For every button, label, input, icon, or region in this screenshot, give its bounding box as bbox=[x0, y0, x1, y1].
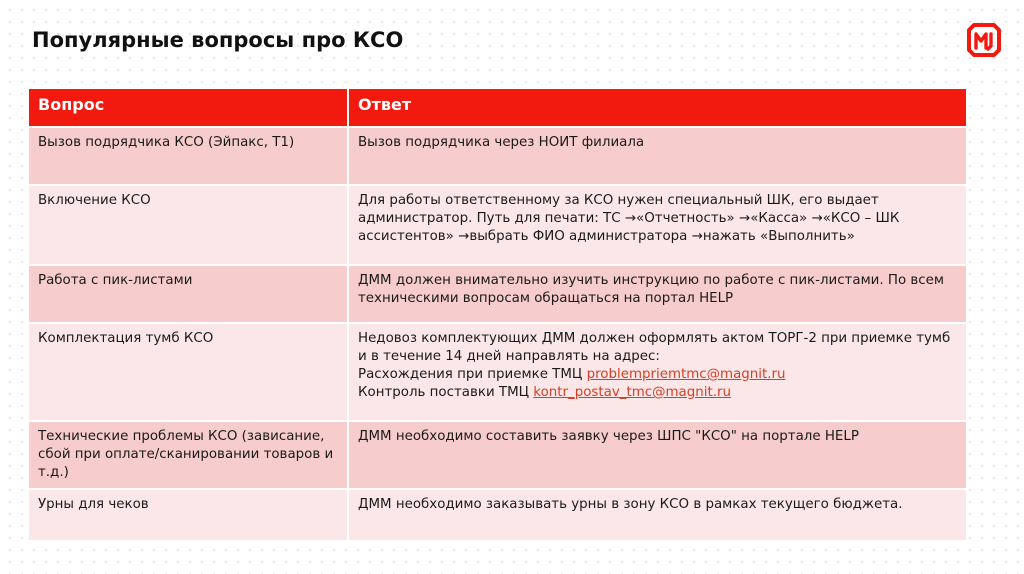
email-link-problempriem[interactable]: problempriemtmc@magnit.ru bbox=[586, 367, 786, 382]
question-cell: Включение КСО bbox=[29, 186, 349, 266]
column-header-question: Вопрос bbox=[29, 89, 349, 128]
answer-cell: Для работы ответственному за КСО нужен специальный ШК, его выдает администратор. Путь для печати: ТС →«Отчетность» →«Касса» →«КСО – ШК ассистентов» →выбрать ФИО администратора →нажать «Выполнить» bbox=[349, 186, 966, 266]
answer-cell: ДММ должен внимательно изучить инструкцию по работе с пик-листами. По всем техническими вопросам обращаться на портал HELP bbox=[349, 266, 966, 324]
table-row bbox=[29, 490, 966, 542]
question-cell: Вызов подрядчика КСО (Эйпакс, Т1) bbox=[29, 128, 349, 186]
answer-contact-line bbox=[358, 384, 957, 402]
question-cell: Работа с пик-листами bbox=[29, 266, 349, 324]
column-header-answer: Ответ bbox=[349, 89, 966, 128]
question-cell: Технические проблемы КСО (зависание, сбой при оплате/сканировании товаров и т.д.) bbox=[29, 422, 349, 490]
answer-cell: Вызов подрядчика через НОИТ филиала bbox=[349, 128, 966, 186]
question-cell: Урны для чеков bbox=[29, 490, 349, 542]
page-title: Популярные вопросы про КСО bbox=[32, 28, 404, 52]
faq-table bbox=[29, 89, 966, 542]
table-row bbox=[29, 266, 966, 324]
table-row bbox=[29, 324, 966, 422]
magnit-logo-icon bbox=[966, 22, 1002, 58]
table-row bbox=[29, 128, 966, 186]
question-cell: Комплектация тумб КСО bbox=[29, 324, 349, 422]
table-header-row bbox=[29, 89, 966, 128]
table-row bbox=[29, 186, 966, 266]
answer-cell: ДММ необходимо составить заявку через ШПС "КСО" на портале HELP bbox=[349, 422, 966, 490]
table-row bbox=[29, 422, 966, 490]
answer-cell: ДММ необходимо заказывать урны в зону КСО в рамках текущего бюджета. bbox=[349, 490, 966, 542]
email-link-kontr-postav[interactable]: kontr_postav_tmc@magnit.ru bbox=[533, 385, 731, 400]
contact-label: Расхождения при приемке ТМЦ bbox=[358, 367, 587, 382]
answer-contact-line bbox=[358, 366, 957, 384]
answer-cell bbox=[349, 324, 966, 422]
answer-text: Недовоз комплектующих ДММ должен оформлять актом ТОРГ-2 при приемке тумб и в течение 14 дней направлять на адрес: bbox=[358, 331, 951, 364]
contact-label: Контроль поставки ТМЦ bbox=[358, 385, 534, 400]
